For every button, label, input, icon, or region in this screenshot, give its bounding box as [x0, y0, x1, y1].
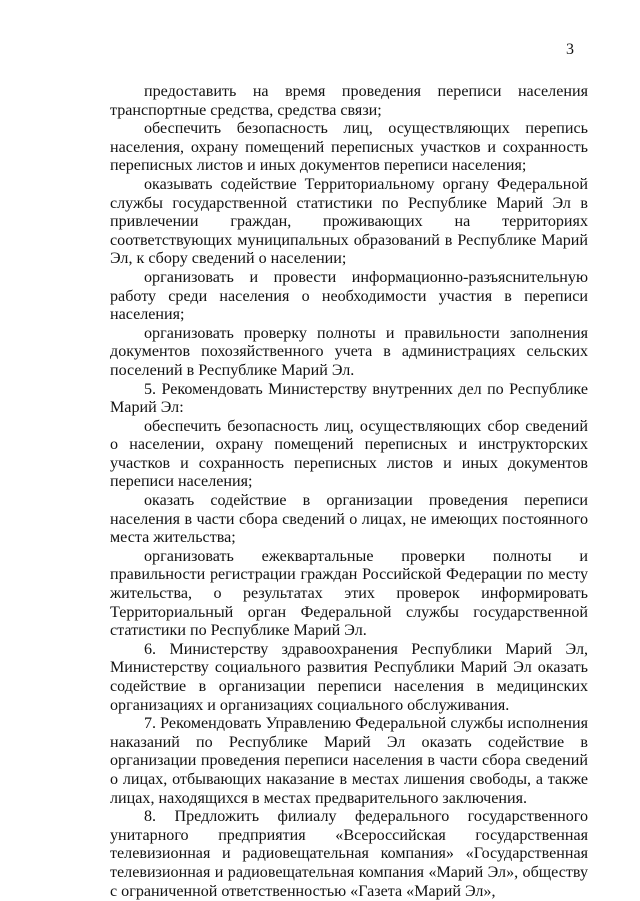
- paragraph: оказывать содействие Территориальному органу Федеральной службы государственной статистики по Республике Марий Эл в привлечении граждан, проживающих на территориях соответствующих муниципальных образований в Республике Марий Эл, к сбору сведений о населении;: [110, 175, 588, 268]
- document-body: [110, 83, 588, 901]
- paragraph: 6. Министерству здравоохранения Республики Марий Эл, Министерству социального развития Республики Марий Эл оказать содействие в организации переписи населения в медицинских организациях и организациях социального обслуживания.: [110, 640, 588, 714]
- paragraph: организовать и провести информационно-разъяснительную работу среди населения о необходимости участия в переписи населения;: [110, 268, 588, 324]
- paragraph: предоставить на время проведения переписи населения транспортные средства, средства связи;: [110, 83, 588, 119]
- page-number: 3: [566, 41, 574, 58]
- paragraph: 8. Предложить филиалу федерального государственного унитарного предприятия «Всероссийская государственная телевизионная и радиовещательная компания» «Государственная телевизионная и радиовещательная компания «Марий Эл», обществу с ограниченной ответственностью «Газета «Марий Эл»,: [110, 808, 588, 900]
- paragraph: обеспечить безопасность лиц, осуществляющих сбор сведений о населении, охрану помещений переписных и инструкторских участков и сохранность переписных листов и иных документов переписи населения;: [110, 417, 588, 491]
- paragraph: организовать ежеквартальные проверки полноты и правильности регистрации граждан Российской Федерации по месту жительства, о результатах этих проверок информировать Территориальный орган Федеральной службы государственной статистики по Республике Марий Эл.: [110, 547, 588, 640]
- paragraph: обеспечить безопасность лиц, осуществляющих перепись населения, охрану помещений переписных участков и сохранность переписных листов и иных документов переписи населения;: [110, 120, 588, 175]
- paragraph: 7. Рекомендовать Управлению Федеральной службы исполнения наказаний по Республике Марий Эл оказать содействие в организации проведения переписи населения в части сбора сведений о лицах, отбывающих наказание в местах лишения свободы, а также лицах, находящихся в местах предварительного заключения.: [110, 715, 588, 807]
- paragraph: организовать проверку полноты и правильности заполнения документов похозяйственного учета в администрациях сельских поселений в Республике Марий Эл.: [110, 324, 588, 379]
- paragraph: оказать содействие в организации проведения переписи населения в части сбора сведений о лицах, не имеющих постоянного места жительства;: [110, 492, 588, 547]
- paragraph: 5. Рекомендовать Министерству внутренних дел по Республике Марий Эл:: [110, 380, 588, 417]
